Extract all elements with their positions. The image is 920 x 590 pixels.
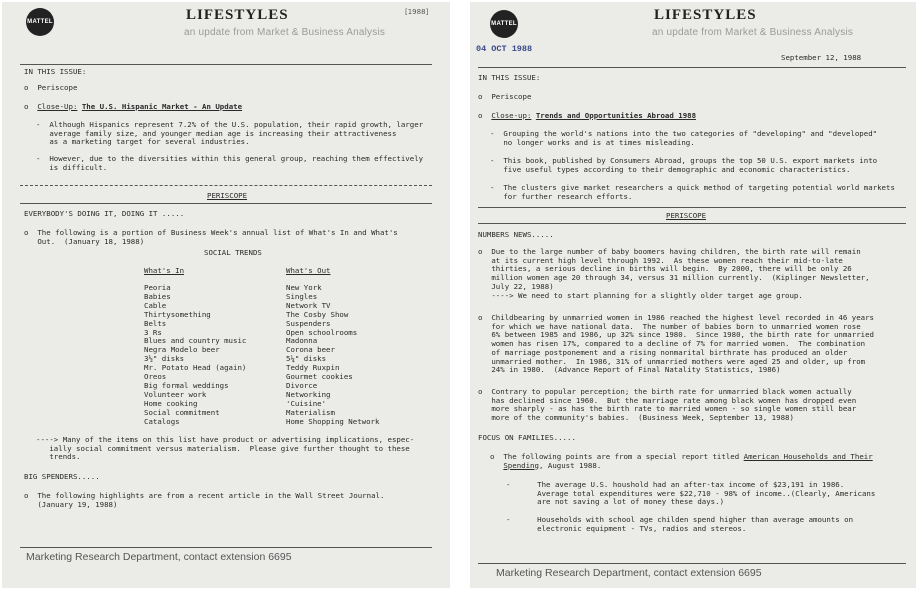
whats-in-item: 3 Rs [144, 327, 162, 337]
toc-closeup [24, 103, 242, 112]
masthead-title: LIFESTYLES [186, 7, 289, 23]
whats-out-item: Open schoolrooms [286, 327, 358, 337]
footer-divider [20, 547, 432, 548]
issue-date: September 12, 1988 [781, 53, 862, 62]
numbers-item-3: o Contrary to popular perception; the birth rate for unmarried black women actually has declined since 1960. But the marriage rate among black women has dropped even more sharply - as has the birth rate to married women - so single women still bear more of the community's babies. (Business Week, September 13, 1988) [478, 387, 857, 423]
received-date-stamp: 04 OCT 1988 [476, 44, 533, 54]
whats-in-item: Peoria [144, 283, 171, 292]
whats-in-item: Belts [144, 318, 167, 328]
whats-out-item: Materialism [286, 407, 335, 417]
closeup-bullet-2: - However, due to the diversities within this general group, reaching them effectively is difficult. [36, 154, 424, 172]
closeup-bullet-2: - This book, published by Consumers Abroad, groups the top 50 U.S. export markets into five useful types according to their demographic and economic characteristics. [490, 156, 878, 174]
whats-in-item: Oreos [144, 372, 167, 381]
footer-divider [478, 563, 906, 564]
whats-out-item: Network TV [286, 300, 331, 310]
whats-out-item: Corona beer [286, 345, 335, 355]
whats-out-item: Teddy Ruxpin [286, 363, 340, 373]
whats-out-item: Gourmet cookies [286, 372, 353, 381]
whats-out-item: Suspenders [286, 318, 331, 328]
masthead-title: LIFESTYLES [654, 7, 757, 23]
whats-out-item: Divorce [286, 380, 318, 390]
whats-out-item: New York [286, 283, 322, 292]
masthead-subtitle: an update from Market & Business Analysis [652, 27, 854, 38]
families-intro-suffix: , August 1988. [538, 460, 602, 470]
families-intro [490, 453, 873, 470]
whats-in-item: Catalogs [144, 416, 180, 426]
whats-in-item: Thirtysomething [144, 309, 211, 319]
whats-out-header: What's Out [286, 266, 331, 275]
whats-in-item: Babies [144, 291, 171, 301]
wsj-intro: o The following highlights are from a recent article in the Wall Street Journal. (January 19, 1988) [24, 491, 385, 509]
divider [20, 64, 432, 65]
divider [478, 207, 906, 208]
trends-note: ----> Many of the items on this list have product or advertising implications, espec- ially social commitment versus materialism. Please give further thought to these trends. [36, 435, 415, 462]
whats-in-item: Volunteer work [144, 389, 207, 399]
periscope-heading: PERISCOPE [666, 211, 707, 220]
divider [478, 223, 906, 224]
whats-out-item: Home Shopping Network [286, 416, 380, 426]
closeup-bullet-1: - Grouping the world's nations into the two categories of "developing" and "developed" no longer works and is at times misleading. [490, 129, 878, 147]
section-everybody: EVERYBODY'S DOING IT, DOING IT ..... [24, 209, 185, 218]
whats-in-item: Negra Modelo beer [144, 345, 220, 355]
newsletter-page-2 [470, 2, 916, 588]
whats-out-item: Singles [286, 291, 318, 301]
closeup-title: The U.S. Hispanic Market - An Update [81, 102, 243, 111]
families-intro-prefix: o The following points are from a special report titled [490, 452, 744, 461]
section-numbers-news: NUMBERS NEWS..... [478, 230, 554, 239]
whats-in-item: Cable [144, 300, 167, 310]
toc-periscope: o Periscope [478, 92, 532, 101]
toc-closeup [478, 112, 696, 121]
whats-in-item: Mr. Potato Head (again) [144, 363, 247, 373]
report-title: American Households and Their [743, 452, 873, 461]
mattel-logo-icon: MATTEL [26, 8, 54, 36]
families-point-2: - Households with school age childen spend higher than average amounts on electronic equipment - TVs, radios and stereos. [506, 515, 854, 533]
footer-text: Marketing Research Department, contact extension 6695 [496, 567, 762, 579]
section-big-spenders: BIG SPENDERS..... [24, 472, 100, 481]
whats-in-header: What's In [144, 266, 185, 275]
closeup-label: Close-up: [491, 111, 532, 120]
toc-closeup-prefix: o [478, 111, 492, 120]
numbers-item-1: o Due to the large number of baby boomers having children, the birth rate will remain at its current high level through 1992. As these women reach their mid-to-late thirties, a serious decline in births will begin. By 2000, there will be only 26 million women age 20 through 34, versus 31 million currently. (Kiplinger Newsletter, July 22, 1988) ----> We need to start planning for a slightly older target age group. [478, 247, 870, 300]
masthead-subtitle: an update from Market & Business Analysis [184, 27, 386, 38]
divider [20, 185, 432, 186]
section-focus-on-families: FOCUS ON FAMILIES..... [478, 433, 576, 442]
divider [20, 203, 432, 204]
business-week-intro: o The following is a portion of Business Week's annual list of What's In and What's Out. (January 18, 1988) [24, 228, 398, 246]
whats-out-item: 5¼" disks [286, 354, 327, 364]
toc-closeup-prefix: o [24, 102, 38, 111]
closeup-bullet-3: - The clusters give market researchers a quick method of targeting potential world markets for further research efforts. [490, 183, 895, 201]
periscope-heading: PERISCOPE [207, 191, 248, 200]
newsletter-page-1 [2, 2, 450, 588]
in-this-issue-label: IN THIS ISSUE: [478, 73, 541, 82]
closeup-bullet-1: - Although Hispanics represent 7.2% of the U.S. population, their rapid growth, larger average family size, and younger median age is increasing their attractiveness as a marketing target for several industries. [36, 120, 424, 147]
whats-in-item: Social commitment [144, 407, 220, 417]
whats-out-item: The Cosby Show [286, 309, 349, 319]
families-point-1: - The average U.S. houshold had an after-tax income of $23,191 in 1986. Average total expenditures were $22,710 - 98% of income..(Clearly, Americans are not saving a lot of money these days.) [506, 480, 876, 507]
whats-out-item: Madonna [286, 336, 318, 346]
mattel-logo-icon: MATTEL [490, 10, 518, 38]
whats-out-item: Networking [286, 389, 331, 399]
report-title-cont: Spending [503, 460, 539, 470]
in-this-issue-label: IN THIS ISSUE: [24, 67, 87, 76]
toc-periscope: o Periscope [24, 83, 78, 92]
closeup-title: Trends and Opportunities Abroad 1988 [535, 111, 697, 120]
social-trends-heading: SOCIAL TRENDS [204, 248, 262, 257]
whats-in-item: Blues and country music [144, 336, 247, 346]
whats-out-item: 'Cuisine' [286, 398, 327, 408]
handwritten-note: [1988] [405, 8, 429, 16]
whats-in-item: 3½" disks [144, 354, 185, 364]
whats-in-item: Big formal weddings [144, 380, 229, 390]
whats-in-item: Home cooking [144, 398, 198, 408]
divider [478, 67, 906, 68]
footer-text: Marketing Research Department, contact extension 6695 [26, 551, 292, 563]
numbers-item-2: o Childbearing by unmarried women in 1986 reached the highest level recorded in 46 years for which we have national data. The number of babies born to unmarried women rose 6% between 1985 and 1986, up 32% since 1980. Since 1980, the birth rate for unmarried women has risen 17%, compared to a decline of 7% for married women. The combination of marriage postponement and a rising nonmarital birthrate has produced an older unmarried mother. In 1986, 31% of unmarried mothers were aged 25 and older, up from 24% in 1980. (Advance Report of Final Natality Statistics, 1986) [478, 313, 875, 375]
closeup-label: Close-Up: [37, 102, 78, 111]
